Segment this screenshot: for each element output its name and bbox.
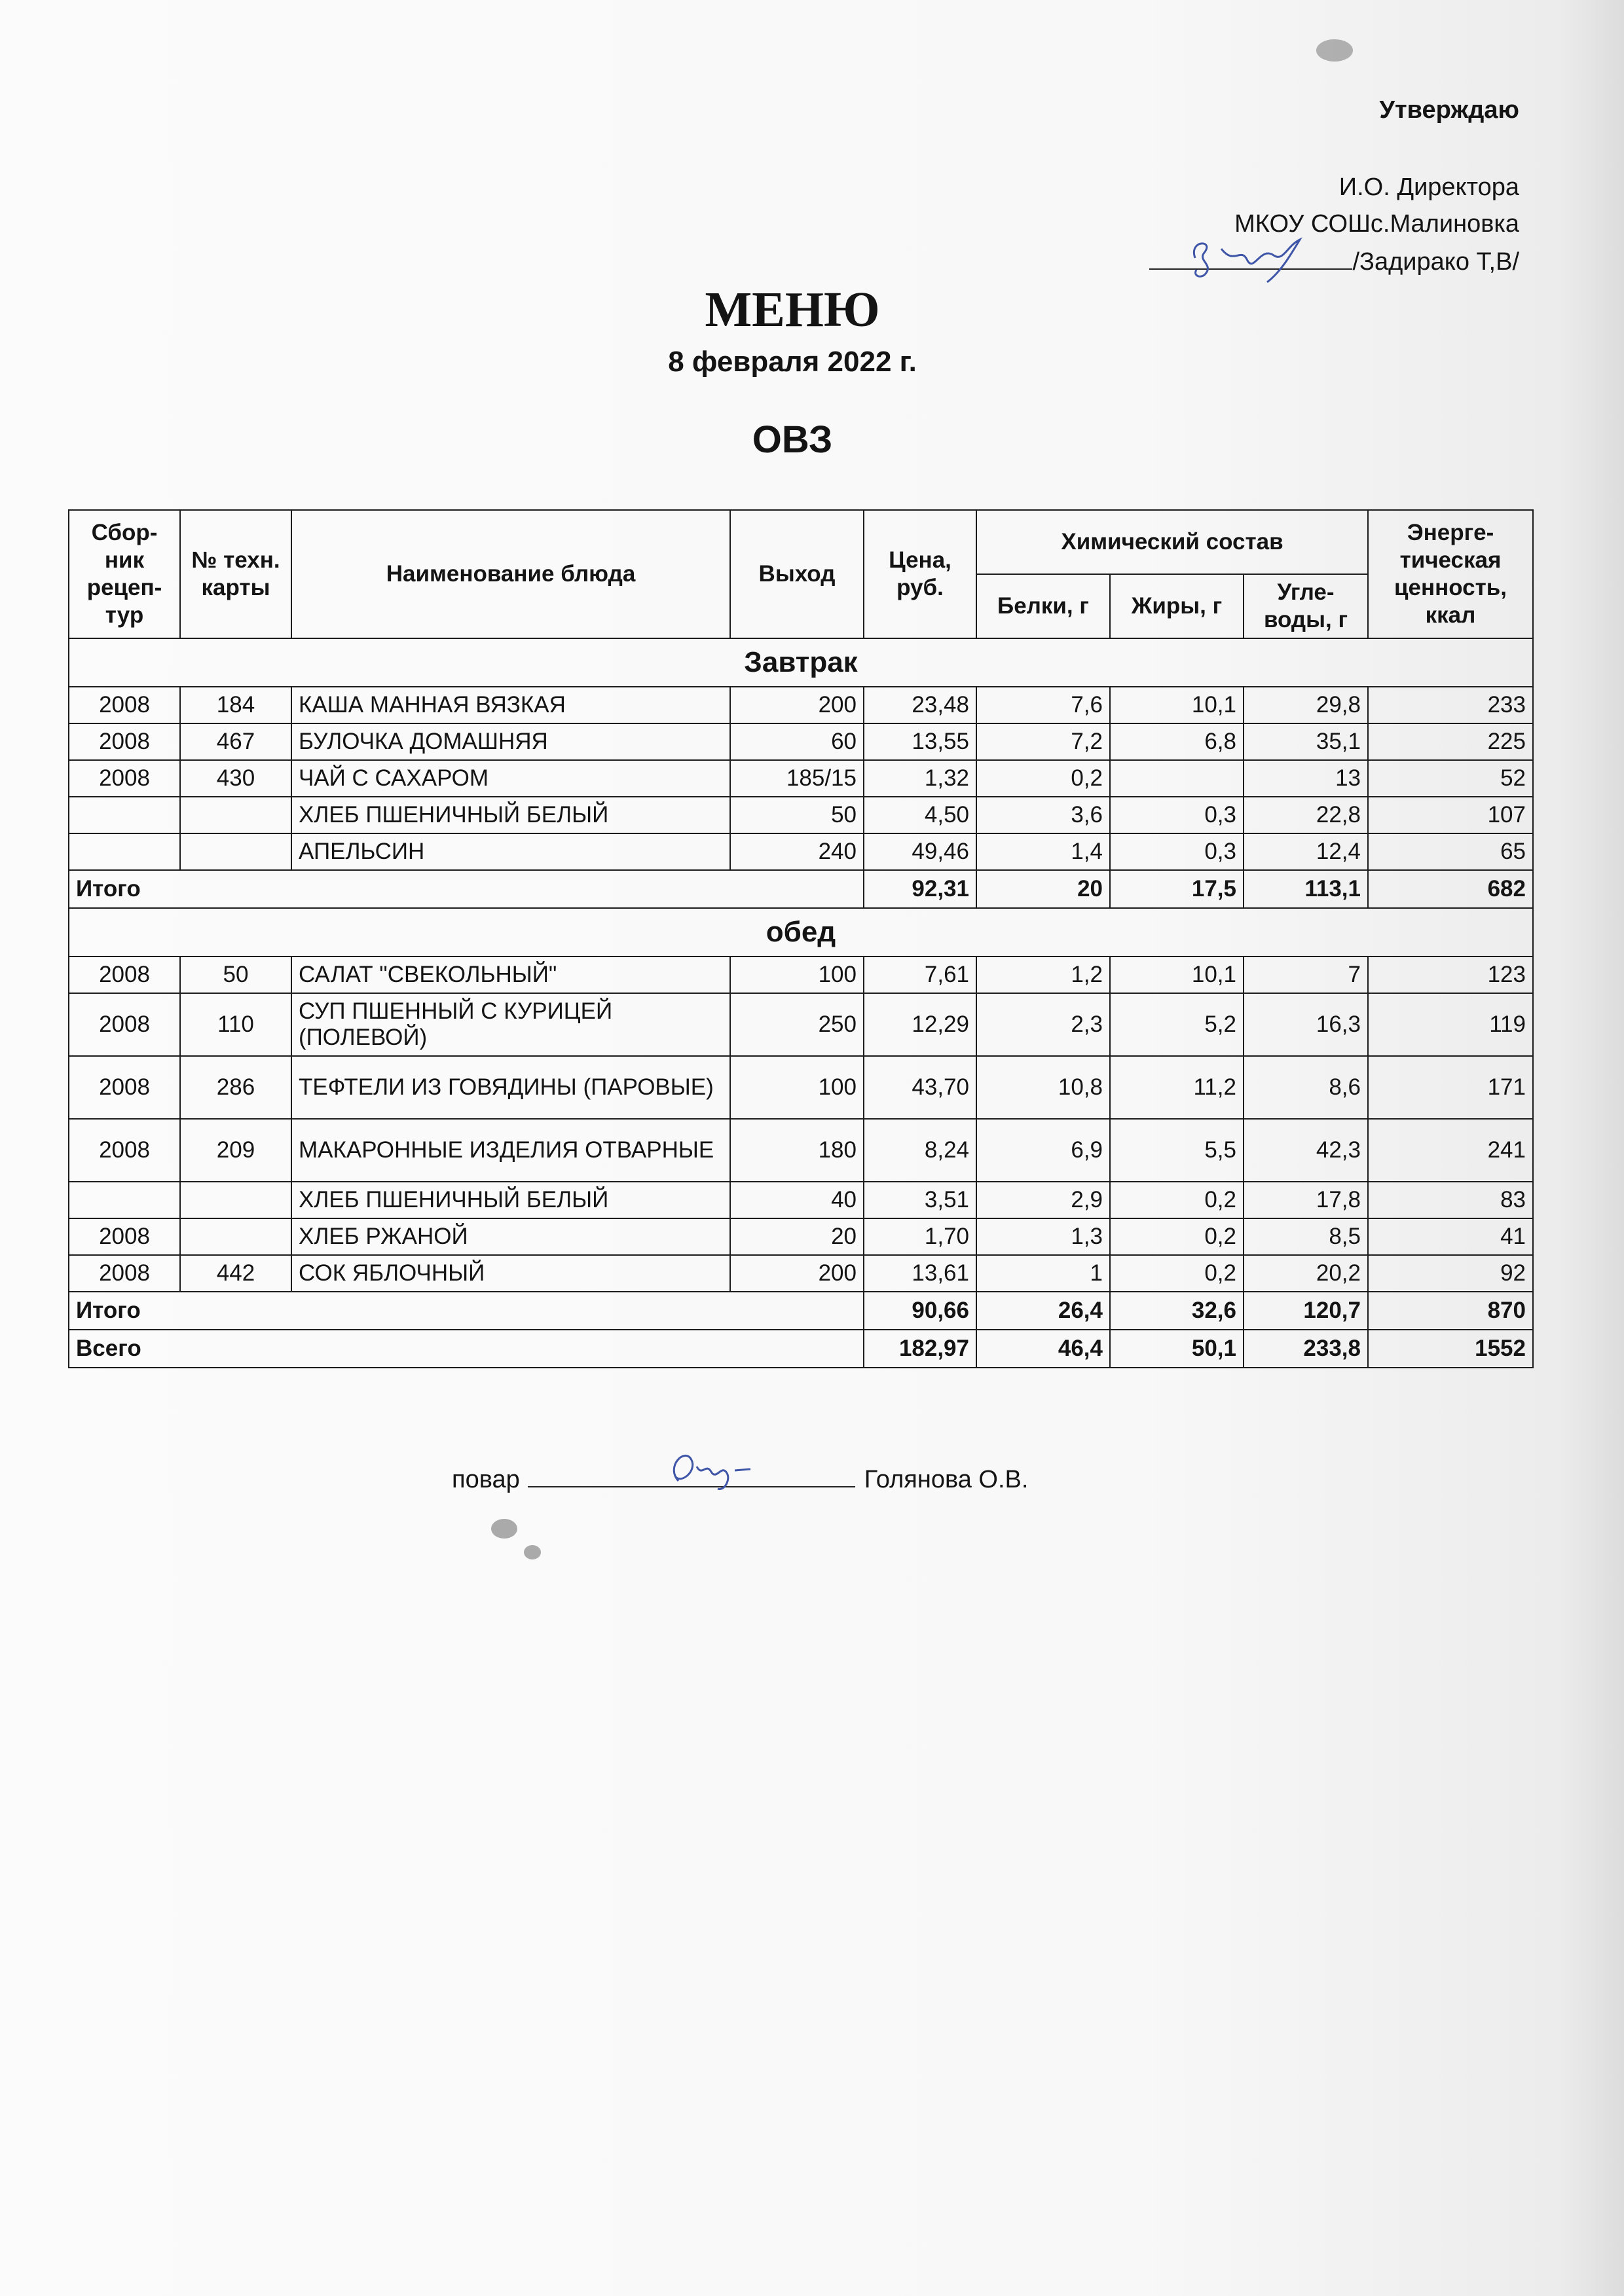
cell-price: 13,55 bbox=[864, 723, 976, 760]
cell-fats: 0,3 bbox=[1110, 833, 1244, 870]
cell-proteins: 6,9 bbox=[976, 1119, 1110, 1182]
table-row bbox=[69, 957, 1533, 993]
cook-signature bbox=[528, 1463, 855, 1487]
menu-date: 8 февраля 2022 г. bbox=[668, 346, 917, 378]
table-row bbox=[69, 760, 1533, 797]
cell-fats: 5,2 bbox=[1110, 993, 1244, 1056]
cook-name: Голянова О.В. bbox=[864, 1466, 1029, 1493]
cell-card: 50 bbox=[180, 957, 291, 993]
cell-dish: МАКАРОННЫЕ ИЗДЕЛИЯ ОТВАРНЫЕ bbox=[291, 1119, 730, 1182]
cell-yield: 200 bbox=[730, 687, 864, 723]
grand-total-energy: 1552 bbox=[1368, 1330, 1533, 1368]
cell-proteins: 1,2 bbox=[976, 957, 1110, 993]
total-carbs: 113,1 bbox=[1244, 870, 1368, 908]
cell-dish: ХЛЕБ ПШЕНИЧНЫЙ БЕЛЫЙ bbox=[291, 797, 730, 833]
cell-energy: 225 bbox=[1368, 723, 1533, 760]
section-lunch bbox=[69, 908, 1533, 957]
cell-energy: 52 bbox=[1368, 760, 1533, 797]
cell-card: 286 bbox=[180, 1056, 291, 1119]
grand-total-label: Всего bbox=[69, 1330, 864, 1368]
total-energy: 870 bbox=[1368, 1292, 1533, 1330]
cell-carbs: 12,4 bbox=[1244, 833, 1368, 870]
header-proteins: Белки, г bbox=[976, 574, 1110, 638]
cell-card bbox=[180, 797, 291, 833]
total-fats: 17,5 bbox=[1110, 870, 1244, 908]
cell-carbs: 7 bbox=[1244, 957, 1368, 993]
cell-proteins: 1,3 bbox=[976, 1218, 1110, 1255]
cell-fats: 11,2 bbox=[1110, 1056, 1244, 1119]
cell-collection: 2008 bbox=[69, 760, 180, 797]
cell-yield: 60 bbox=[730, 723, 864, 760]
scan-smudge bbox=[1316, 39, 1353, 62]
total-proteins: 20 bbox=[976, 870, 1110, 908]
cell-carbs: 29,8 bbox=[1244, 687, 1368, 723]
table-row bbox=[69, 833, 1533, 870]
cell-yield: 250 bbox=[730, 993, 864, 1056]
header-chem: Химический состав bbox=[976, 510, 1368, 574]
cell-card: 184 bbox=[180, 687, 291, 723]
header-yield: Выход bbox=[730, 510, 864, 638]
cell-yield: 185/15 bbox=[730, 760, 864, 797]
cell-fats: 6,8 bbox=[1110, 723, 1244, 760]
grand-total-price: 182,97 bbox=[864, 1330, 976, 1368]
cell-proteins: 1 bbox=[976, 1255, 1110, 1292]
cell-fats: 0,2 bbox=[1110, 1255, 1244, 1292]
grand-total-proteins: 46,4 bbox=[976, 1330, 1110, 1368]
cell-card: 442 bbox=[180, 1255, 291, 1292]
cell-price: 8,24 bbox=[864, 1119, 976, 1182]
approval-heading: Утверждаю bbox=[1379, 96, 1519, 124]
header-energy: Энерге-тическая ценность, ккал bbox=[1368, 510, 1533, 638]
grand-total-row bbox=[69, 1330, 1533, 1368]
director-signature-scribble bbox=[1149, 227, 1352, 285]
cell-carbs: 22,8 bbox=[1244, 797, 1368, 833]
cell-dish: СУП ПШЕННЫЙ С КУРИЦЕЙ (ПОЛЕВОЙ) bbox=[291, 993, 730, 1056]
cell-fats: 0,3 bbox=[1110, 797, 1244, 833]
total-label: Итого bbox=[69, 1292, 864, 1330]
cell-energy: 107 bbox=[1368, 797, 1533, 833]
cell-energy: 241 bbox=[1368, 1119, 1533, 1182]
cell-dish: ТЕФТЕЛИ ИЗ ГОВЯДИНЫ (ПАРОВЫЕ) bbox=[291, 1056, 730, 1119]
cell-dish: СОК ЯБЛОЧНЫЙ bbox=[291, 1255, 730, 1292]
cell-card: 467 bbox=[180, 723, 291, 760]
table-row bbox=[69, 1056, 1533, 1119]
cell-proteins: 1,4 bbox=[976, 833, 1110, 870]
cell-collection bbox=[69, 797, 180, 833]
section-label: обед bbox=[69, 908, 1533, 957]
cell-proteins: 7,2 bbox=[976, 723, 1110, 760]
cell-energy: 171 bbox=[1368, 1056, 1533, 1119]
cell-yield: 200 bbox=[730, 1255, 864, 1292]
cell-fats bbox=[1110, 760, 1244, 797]
cell-carbs: 35,1 bbox=[1244, 723, 1368, 760]
cell-price: 43,70 bbox=[864, 1056, 976, 1119]
breakfast-total-row bbox=[69, 870, 1533, 908]
header-dish: Наименование блюда bbox=[291, 510, 730, 638]
cell-collection: 2008 bbox=[69, 723, 180, 760]
table-row bbox=[69, 723, 1533, 760]
cell-yield: 180 bbox=[730, 1119, 864, 1182]
cell-collection: 2008 bbox=[69, 957, 180, 993]
cell-card bbox=[180, 833, 291, 870]
cell-fats: 5,5 bbox=[1110, 1119, 1244, 1182]
approval-position: И.О. Директора bbox=[1338, 173, 1519, 201]
cell-fats: 10,1 bbox=[1110, 687, 1244, 723]
cell-card: 430 bbox=[180, 760, 291, 797]
grand-total-carbs: 233,8 bbox=[1244, 1330, 1368, 1368]
cell-price: 13,61 bbox=[864, 1255, 976, 1292]
cell-collection bbox=[69, 1182, 180, 1218]
cell-carbs: 8,5 bbox=[1244, 1218, 1368, 1255]
header-tech-card: № техн. карты bbox=[180, 510, 291, 638]
table-row bbox=[69, 797, 1533, 833]
cell-price: 1,32 bbox=[864, 760, 976, 797]
cell-price: 4,50 bbox=[864, 797, 976, 833]
cell-dish: АПЕЛЬСИН bbox=[291, 833, 730, 870]
cell-proteins: 2,3 bbox=[976, 993, 1110, 1056]
cook-signature-block bbox=[452, 1463, 1028, 1494]
cook-role: повар bbox=[452, 1466, 520, 1493]
total-label: Итого bbox=[69, 870, 864, 908]
cell-proteins: 10,8 bbox=[976, 1056, 1110, 1119]
section-label: Завтрак bbox=[69, 638, 1533, 687]
approval-signature-line bbox=[930, 242, 1519, 280]
cell-price: 23,48 bbox=[864, 687, 976, 723]
cell-price: 7,61 bbox=[864, 957, 976, 993]
lunch-total-row bbox=[69, 1292, 1533, 1330]
total-price: 92,31 bbox=[864, 870, 976, 908]
menu-category: ОВЗ bbox=[752, 418, 833, 461]
cell-energy: 123 bbox=[1368, 957, 1533, 993]
cell-energy: 65 bbox=[1368, 833, 1533, 870]
table-row bbox=[69, 1218, 1533, 1255]
approval-org: МКОУ СОШс.Малиновка bbox=[1234, 210, 1519, 238]
cell-dish: САЛАТ "СВЕКОЛЬНЫЙ" bbox=[291, 957, 730, 993]
cell-collection: 2008 bbox=[69, 1056, 180, 1119]
cell-energy: 119 bbox=[1368, 993, 1533, 1056]
cell-collection: 2008 bbox=[69, 1218, 180, 1255]
cook-signature-scribble bbox=[528, 1440, 855, 1493]
cell-fats: 10,1 bbox=[1110, 957, 1244, 993]
cell-card bbox=[180, 1182, 291, 1218]
cell-carbs: 20,2 bbox=[1244, 1255, 1368, 1292]
table-row bbox=[69, 1119, 1533, 1182]
cell-yield: 20 bbox=[730, 1218, 864, 1255]
cell-yield: 100 bbox=[730, 1056, 864, 1119]
approval-name: /Задирако Т,В/ bbox=[1352, 248, 1519, 276]
cell-proteins: 7,6 bbox=[976, 687, 1110, 723]
header-fats: Жиры, г bbox=[1110, 574, 1244, 638]
cell-collection: 2008 bbox=[69, 993, 180, 1056]
cell-yield: 40 bbox=[730, 1182, 864, 1218]
cell-dish: ХЛЕБ ПШЕНИЧНЫЙ БЕЛЫЙ bbox=[291, 1182, 730, 1218]
cell-dish: ХЛЕБ РЖАНОЙ bbox=[291, 1218, 730, 1255]
scan-smudge bbox=[524, 1545, 541, 1559]
cell-carbs: 16,3 bbox=[1244, 993, 1368, 1056]
cell-energy: 92 bbox=[1368, 1255, 1533, 1292]
cell-energy: 233 bbox=[1368, 687, 1533, 723]
cell-collection: 2008 bbox=[69, 1119, 180, 1182]
cell-card bbox=[180, 1218, 291, 1255]
cell-dish: КАША МАННАЯ ВЯЗКАЯ bbox=[291, 687, 730, 723]
cell-price: 49,46 bbox=[864, 833, 976, 870]
table-row bbox=[69, 1182, 1533, 1218]
cell-dish: БУЛОЧКА ДОМАШНЯЯ bbox=[291, 723, 730, 760]
cell-energy: 41 bbox=[1368, 1218, 1533, 1255]
total-carbs: 120,7 bbox=[1244, 1292, 1368, 1330]
cell-collection bbox=[69, 833, 180, 870]
cell-collection: 2008 bbox=[69, 1255, 180, 1292]
section-breakfast bbox=[69, 638, 1533, 687]
header-carbs: Угле-воды, г bbox=[1244, 574, 1368, 638]
table-row bbox=[69, 687, 1533, 723]
grand-total-fats: 50,1 bbox=[1110, 1330, 1244, 1368]
cell-fats: 0,2 bbox=[1110, 1182, 1244, 1218]
total-price: 90,66 bbox=[864, 1292, 976, 1330]
table-row bbox=[69, 993, 1533, 1056]
scan-smudge bbox=[491, 1519, 517, 1539]
total-proteins: 26,4 bbox=[976, 1292, 1110, 1330]
cell-carbs: 8,6 bbox=[1244, 1056, 1368, 1119]
cell-price: 12,29 bbox=[864, 993, 976, 1056]
cell-collection: 2008 bbox=[69, 687, 180, 723]
table-row bbox=[69, 1255, 1533, 1292]
cell-price: 1,70 bbox=[864, 1218, 976, 1255]
header-price: Цена, руб. bbox=[864, 510, 976, 638]
cell-proteins: 2,9 bbox=[976, 1182, 1110, 1218]
cell-proteins: 0,2 bbox=[976, 760, 1110, 797]
total-fats: 32,6 bbox=[1110, 1292, 1244, 1330]
menu-title: МЕНЮ bbox=[705, 282, 880, 337]
cell-dish: ЧАЙ С САХАРОМ bbox=[291, 760, 730, 797]
header-collection: Сбор-ник рецеп-тур bbox=[69, 510, 180, 638]
cell-yield: 50 bbox=[730, 797, 864, 833]
approval-block bbox=[930, 92, 1519, 280]
total-energy: 682 bbox=[1368, 870, 1533, 908]
cell-proteins: 3,6 bbox=[976, 797, 1110, 833]
cell-carbs: 13 bbox=[1244, 760, 1368, 797]
director-signature bbox=[1149, 242, 1352, 270]
cell-yield: 240 bbox=[730, 833, 864, 870]
cell-card: 110 bbox=[180, 993, 291, 1056]
cell-fats: 0,2 bbox=[1110, 1218, 1244, 1255]
cell-carbs: 17,8 bbox=[1244, 1182, 1368, 1218]
cell-energy: 83 bbox=[1368, 1182, 1533, 1218]
menu-table bbox=[68, 509, 1534, 1368]
cell-yield: 100 bbox=[730, 957, 864, 993]
cell-price: 3,51 bbox=[864, 1182, 976, 1218]
cell-card: 209 bbox=[180, 1119, 291, 1182]
cell-carbs: 42,3 bbox=[1244, 1119, 1368, 1182]
